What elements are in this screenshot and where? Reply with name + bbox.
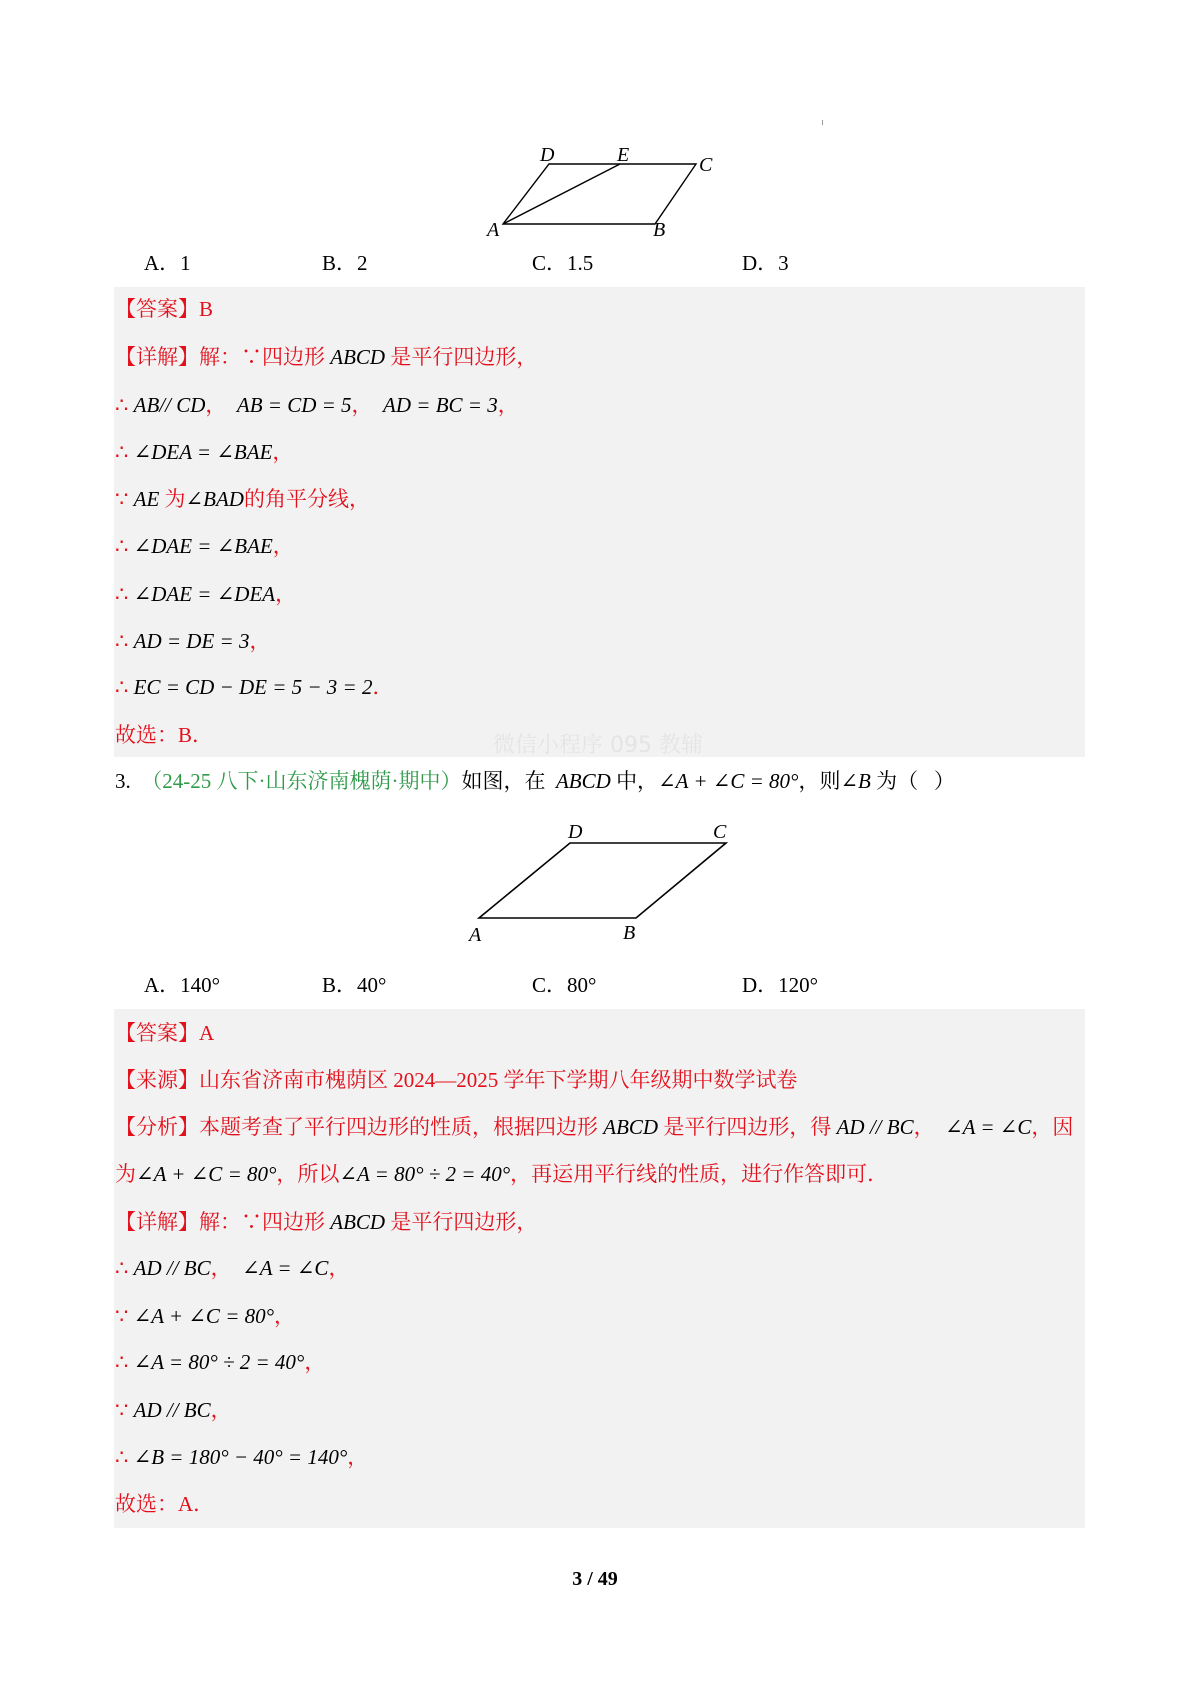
solution-line xyxy=(115,1303,295,1329)
math-expression: EC = CD − DE = 5 − 3 = 2 xyxy=(133,675,373,699)
q3-option-c: C．80° xyxy=(532,973,597,997)
solution-line xyxy=(115,344,537,370)
text-segment: ， xyxy=(274,1304,296,1328)
text-segment: ， xyxy=(205,393,237,417)
text-segment: ∵ xyxy=(115,487,134,511)
solution-line xyxy=(115,1444,368,1470)
math-expression: ABCD xyxy=(330,1210,386,1234)
solution-line xyxy=(115,1491,214,1517)
q2-parallelogram-figure xyxy=(503,164,696,224)
watermark: 微信小程序 095 教辅 xyxy=(493,733,703,758)
math-expression: ∠A = ∠C xyxy=(945,1115,1032,1139)
math-expression: AB = CD = 5 xyxy=(236,393,352,417)
q3-label-a: A xyxy=(469,924,482,946)
text-segment: 是平行四边形，得 xyxy=(658,1115,837,1139)
text-segment: ， xyxy=(275,582,297,606)
math-expression: AD // BC xyxy=(133,1256,211,1280)
text-segment: 【来源】山东省济南市槐荫区 2024—2025 学年下学期八年级期中数学试卷 xyxy=(115,1068,798,1092)
q2-option-a: A．1 xyxy=(144,251,191,275)
solution-line xyxy=(115,1114,1073,1140)
math-expression: ∠DEA = ∠BAE xyxy=(133,440,273,464)
text-segment: 如图，在 xyxy=(461,769,556,793)
solution-line xyxy=(115,392,519,418)
math-expression: ∠A = 80° ÷ 2 = 40° xyxy=(133,1350,305,1374)
text-segment: 【答案】B xyxy=(115,297,214,321)
q3-option-a: A．140° xyxy=(144,973,221,997)
solution-line xyxy=(115,1349,325,1375)
q2-option-b: B．2 xyxy=(322,251,368,275)
text-segment: 【详解】解：∵四边形 xyxy=(115,345,331,369)
text-segment: ， xyxy=(913,1115,946,1139)
q3-option-d: D．120° xyxy=(742,973,819,997)
solution-line xyxy=(115,722,213,748)
q3-label-c: C xyxy=(713,821,727,843)
text-segment: ， xyxy=(351,393,384,417)
text-segment: 故选：A． xyxy=(115,1492,215,1516)
math-expression: ∠A = 80° ÷ 2 = 40° xyxy=(339,1162,511,1186)
text-segment: ， xyxy=(304,1350,326,1374)
text-segment: ∴ xyxy=(115,1350,134,1374)
text-segment: ，所以 xyxy=(276,1162,340,1186)
solution-line xyxy=(115,581,296,607)
solution-line xyxy=(115,533,294,559)
math-expression: ∠A + ∠C = 80° xyxy=(133,1304,275,1328)
math-expression: AD // BC xyxy=(133,1398,211,1422)
text-segment: 【答案】A xyxy=(115,1021,215,1045)
text-segment: 【详解】解：∵四边形 xyxy=(115,1210,331,1234)
q3-parallelogram-figure xyxy=(479,843,726,918)
text-segment: ， xyxy=(272,440,294,464)
text-segment: 为 xyxy=(159,487,186,511)
math-expression: ∠B xyxy=(840,769,871,793)
math-expression: ABCD xyxy=(603,1115,659,1139)
solution-line xyxy=(115,1067,798,1093)
q3-question xyxy=(115,768,955,794)
text-segment: （24-25 八下·山东济南槐荫·期中） xyxy=(141,769,462,793)
text-segment: ， xyxy=(328,1256,350,1280)
q2-parallelogram-abcd xyxy=(503,164,696,224)
solution-line xyxy=(115,1255,349,1281)
text-segment: ， xyxy=(347,1445,369,1469)
text-segment: ． xyxy=(372,675,394,699)
solution-line xyxy=(115,628,270,654)
math-expression: ∠A = ∠C xyxy=(242,1256,329,1280)
math-expression: ABCD xyxy=(330,345,386,369)
math-expression: ∠A + ∠C = 80° xyxy=(136,1162,277,1186)
text-segment: 3. xyxy=(115,769,142,793)
text-segment: ∴ xyxy=(115,1445,134,1469)
text-segment: ，因 xyxy=(1031,1115,1074,1139)
q2-option-d: D．3 xyxy=(742,251,789,275)
text-segment: ∵ xyxy=(115,1398,134,1422)
text-segment: ∴ xyxy=(115,629,134,653)
math-expression: ABCD xyxy=(555,769,611,793)
text-segment: ∴ xyxy=(115,675,134,699)
math-expression: AB// CD xyxy=(133,393,206,417)
math-expression: ∠DAE = ∠BAE xyxy=(133,534,273,558)
solution-line xyxy=(115,486,370,512)
math-expression: AD = DE = 3 xyxy=(133,629,250,653)
text-segment: ∴ xyxy=(115,440,134,464)
q2-label-c: C xyxy=(699,154,713,176)
text-segment: ， xyxy=(272,534,294,558)
q2-label-e: E xyxy=(617,144,630,166)
math-expression: AE xyxy=(133,487,160,511)
q3-option-b: B．40° xyxy=(322,973,387,997)
q2-option-c: C．1.5 xyxy=(532,251,594,275)
text-segment: ∴ xyxy=(115,534,134,558)
solution-line xyxy=(115,296,213,322)
solution-line xyxy=(115,674,393,700)
text-segment: 是平行四边形， xyxy=(385,1210,538,1234)
solution-line xyxy=(115,1020,214,1046)
text-segment: ∴ xyxy=(115,1256,134,1280)
math-expression: ∠B = 180° − 40° = 140° xyxy=(133,1445,348,1469)
text-segment: 为（ ） xyxy=(870,769,955,793)
text-segment: ， xyxy=(497,393,519,417)
math-expression: AD = BC = 3 xyxy=(383,393,498,417)
solution-line xyxy=(115,1397,232,1423)
math-expression: ∠BAD xyxy=(185,487,244,511)
text-segment: ∵ xyxy=(115,1304,134,1328)
solution-line xyxy=(115,1209,537,1235)
text-segment: 为 xyxy=(115,1162,136,1186)
text-segment: 中， xyxy=(610,769,659,793)
text-segment: ， xyxy=(210,1398,232,1422)
math-expression: ∠DAE = ∠DEA xyxy=(133,582,276,606)
math-expression: AD // BC xyxy=(836,1115,914,1139)
solution-line xyxy=(115,439,293,465)
q2-label-a: A xyxy=(487,219,500,241)
text-segment: 的角平分线， xyxy=(243,487,370,511)
page-number: 3 / 49 xyxy=(572,1568,618,1590)
math-expression: ∠A + ∠C = 80° xyxy=(658,769,799,793)
q2-label-d: D xyxy=(540,144,555,166)
text-segment: 是平行四边形， xyxy=(385,345,538,369)
q3-parallelogram-abcd xyxy=(479,843,726,918)
solution-line xyxy=(115,1161,888,1187)
text-segment: 故选：B． xyxy=(115,723,214,747)
text-segment: 【分析】本题考查了平行四边形的性质，根据四边形 xyxy=(115,1115,604,1139)
text-segment: ，再运用平行线的性质，进行作答即可． xyxy=(510,1162,889,1186)
q2-label-b: B xyxy=(653,219,666,241)
q3-label-d: D xyxy=(568,821,583,843)
q3-label-b: B xyxy=(623,922,636,944)
q2-segment-ae xyxy=(503,164,620,224)
text-segment: ∴ xyxy=(115,582,134,606)
text-segment: ，则 xyxy=(798,769,841,793)
text-segment: ， xyxy=(249,629,271,653)
text-segment: ， xyxy=(210,1256,243,1280)
text-segment: ∴ xyxy=(115,393,134,417)
